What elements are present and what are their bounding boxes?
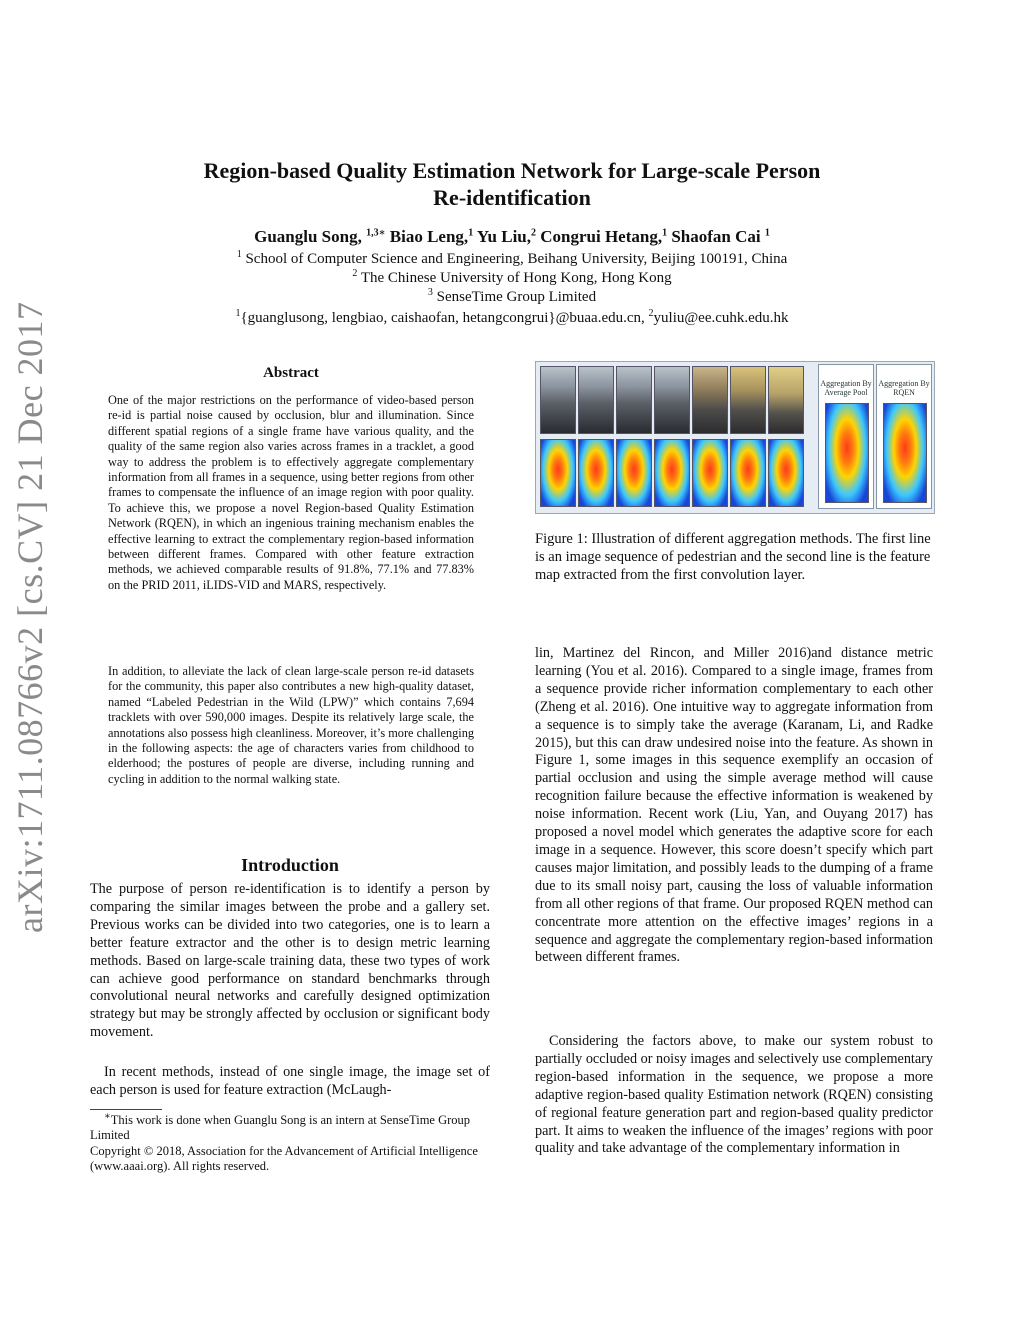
average-pool-feature-map (825, 403, 869, 503)
affiliation-mark: 3 (427, 287, 433, 298)
right-column-paragraph-2: Considering the factors above, to make our system robust to partially occluded or noisy images and selectively use complementary region-based information in the sequence, we propose a more adaptive region-based quality Estimation network (RQEN) consisting of regional feature generation part and region-based quality predictor part. It aims to weaken the influence of the images’ regions with poor quality and take advantage of the complementary information in (535, 1033, 933, 1157)
sequence-frame (578, 366, 614, 434)
average-pool-label: Aggregation By Average Pool (820, 379, 872, 397)
author-name: Yu Liu, (476, 227, 531, 246)
arxiv-side-stamp: arXiv:1711.08766v2 [cs.CV] 21 Dec 2017 (10, 301, 50, 933)
copyright-notice: Copyright © 2018, Association for the Advancement of Artificial Intelligence (www.aaai.org). All rights reserved. (90, 1144, 478, 1174)
sequence-frame (540, 366, 576, 434)
abstract-paragraph-1: One of the major restrictions on the performance of video-based person re-id is partial noise caused by occlusion, blur and illumination. Since different spatial regions of a single frame have various quality, and the quality of the same region also varies across frames in a tracklet, a good way to address the problem is to effectively aggregate complementary information from all frames in a sequence, using better regions from other frames to compensate the influence of an image region with poor quality. To achieve this, we propose a novel Region-based Quality Estimation Network (RQEN), in which an ingenious training mechanism enables the effective learning to extract the complementary region-based information between different frames. Compared with other feature extraction methods, we achieved comparable results of 91.8%, 77.1% and 77.83% on the PRID 2011, iLIDS-VID and MARS, respectively. (108, 393, 474, 592)
rqen-panel (876, 364, 932, 509)
figure-1 (535, 361, 935, 514)
rqen-feature-map (883, 403, 927, 503)
figure-1-caption: Figure 1: Illustration of different aggregation methods. The first line is an image sequence of pedestrian and the second line is the feature map extracted from the first convolution layer. (535, 531, 931, 583)
author-name: Shaofan Cai (671, 227, 761, 246)
introduction-heading: Introduction (241, 855, 339, 875)
author-affiliation-mark: 2 (531, 227, 536, 239)
sequence-frame (692, 366, 728, 434)
intro-paragraph-1: The purpose of person re-identification is to identify a person by comparing the similar images between the probe and a gallery set. Previous works can be divided into two categories, one is to learn a better feature extractor and the other is to design metric learning methods. Based on large-scale training data, these two types of work can achieve good performance on standard benchmarks through convolutional neural networks and carefully designed optimization strategy but may be strongly affected by occlusion or significant body movement. (90, 881, 490, 1041)
title-line-1: Region-based Quality Estimation Network for Large-scale Person (203, 158, 821, 183)
feature-map (540, 439, 576, 507)
author-name: Congrui Hetang, (540, 227, 663, 246)
author-list (110, 227, 914, 247)
affiliation-text: The Chinese University of Hong Kong, Hong Kong (360, 270, 672, 286)
email-group-2: yuliu@ee.cuhk.edu.hk (653, 310, 789, 326)
author-name: Biao Leng, (389, 227, 469, 246)
footnote (90, 1110, 490, 1144)
feature-map (730, 439, 766, 507)
feature-map (654, 439, 690, 507)
author-affiliation-mark: 1 (662, 227, 668, 239)
paper-title (110, 157, 914, 211)
author-name: Guanglu Song, (254, 227, 362, 246)
feature-map (768, 439, 804, 507)
footnote-rule (90, 1109, 162, 1110)
author-affiliation-mark: 1 (764, 227, 770, 239)
abstract-paragraph-2: In addition, to alleviate the lack of clean large-scale person re-id datasets for the community, this paper also contributes a new high-quality dataset, named “Labeled Pedestrian in the Wild (LPW)” which contains 7,694 tracklets with over 590,000 images. Despite its relatively large scale, the annotations also possess high cleanliness. Moreover, it’s more challenging in the following aspects: the age of characters varies from childhood to elderhood; the postures of people are diverse, including running and cycling in addition to the normal walking state. (108, 664, 474, 786)
author-emails (110, 309, 914, 328)
intro-paragraph-2: In recent methods, instead of one single image, the image set of each person is used for feature extraction (McLaugh- (90, 1064, 490, 1098)
sequence-frame (654, 366, 690, 434)
affiliation-2 (110, 269, 914, 288)
affiliation-text: School of Computer Science and Engineering, Beihang University, Beijing 100191, China (245, 251, 788, 267)
feature-map (692, 439, 728, 507)
author-affiliation-mark: 1 (468, 227, 474, 239)
affiliation-1 (110, 250, 914, 269)
rqen-label: Aggregation By RQEN (878, 379, 930, 397)
average-pool-panel (818, 364, 874, 509)
title-line-2: Re-identification (433, 185, 591, 210)
affiliation-mark: 1 (236, 249, 242, 260)
author-affiliation-mark: 1,3∗ (366, 227, 386, 239)
email-group-1: {guanglusong, lengbiao, caishaofan, hetangcongrui}@buaa.edu.cn, (240, 310, 645, 326)
feature-map (616, 439, 652, 507)
feature-map (578, 439, 614, 507)
affiliation-3 (110, 288, 914, 307)
footnote-mark: ∗ (104, 1110, 111, 1122)
sequence-frame (616, 366, 652, 434)
abstract-heading: Abstract (263, 365, 319, 381)
email-mark: 2 (648, 308, 654, 319)
affiliation-text: SenseTime Group Limited (436, 289, 597, 305)
sequence-frame (730, 366, 766, 434)
sequence-frame (768, 366, 804, 434)
affiliation-mark: 2 (352, 268, 358, 279)
footnote-text: This work is done when Guanglu Song is an intern at SenseTime Group Limited (90, 1113, 471, 1143)
right-column-paragraph-1: lin, Martinez del Rincon, and Miller 2016)and distance metric learning (You et al. 2016). Compared to a single image, frames from a sequence provide richer information complementary to each other (Zheng et al. 2016). One intuitive way to aggregate information from a sequence is to simply take the average (Karanam, Li, and Radke 2015), but this can draw undesired noise into the feature. As shown in Figure 1, some images in this sequence exemplify an occasion of partial occlusion and using the simple average method will cause recognition failure because the effective information is weakened by noise information. Recent work (Liu, Yan, and Ouyang 2017) has proposed a novel model which generates the adaptive score for each image in a sequence. However, this score doesn’t specify which part causes major limitation, and possibly leads to the dumping of a frame due to its small noisy part, causing the loss of valuable information from all other regions of that frame. Our proposed RQEN method can concentrate more attention on the effective images’ regions in a sequence and aggregate the complementary region-based information between different frames. (535, 645, 933, 966)
email-mark: 1 (235, 308, 241, 319)
